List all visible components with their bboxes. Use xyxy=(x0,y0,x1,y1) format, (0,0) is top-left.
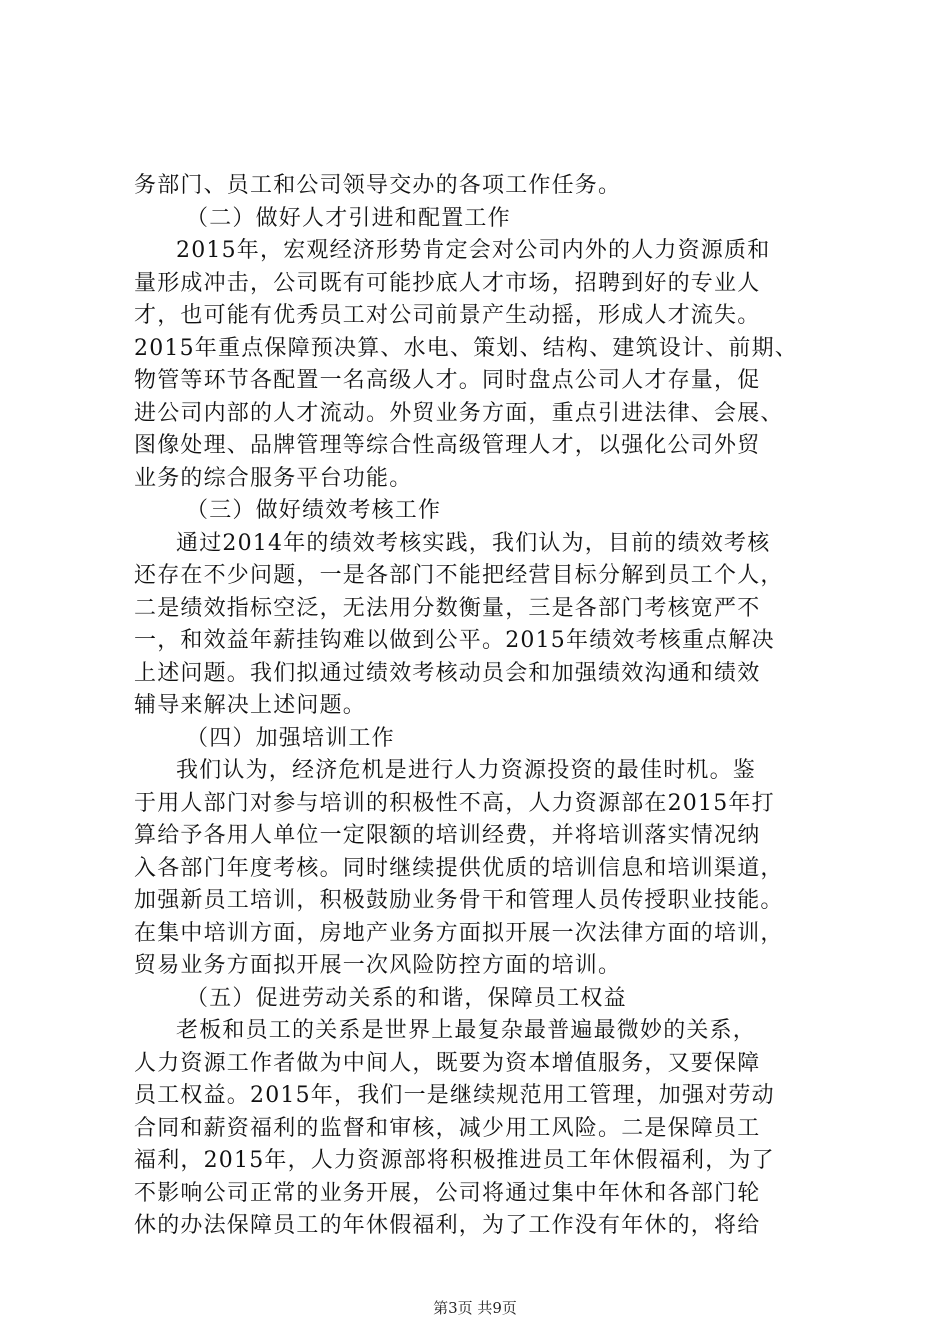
text-line: 图像处理、品牌管理等综合性高级管理人才，以强化公司外贸 xyxy=(134,433,761,458)
text-line: 我们认为，经济危机是进行人力资源投资的最佳时机。鉴 xyxy=(176,758,757,783)
text-line: 量形成冲击，公司既有可能抄底人才市场，招聘到好的专业人 xyxy=(134,270,761,296)
text-line: 还存在不少问题，一是各部门不能把经营目标分解到员工个人， xyxy=(134,563,784,588)
text-line: 进公司内部的人才流动。外贸业务方面，重点引进法律、会展、 xyxy=(134,400,784,426)
text-line: 入各部门年度考核。同时继续提供优质的培训信息和培训渠道， xyxy=(134,855,784,881)
text-line: 休的办法保障员工的年休假福利，为了工作没有年休的，将给 xyxy=(134,1213,761,1238)
page-number-footer: 第3页 共9页 xyxy=(433,1299,517,1317)
text-line: 2015年，宏观经济形势肯定会对公司内外的人力资源质和 xyxy=(176,238,771,263)
text-line: 合同和薪资福利的监督和审核，减少用工风险。二是保障员工 xyxy=(134,1115,761,1141)
text-line: 一，和效益年薪挂钩难以做到公平。2015年绩效考核重点解决 xyxy=(134,628,775,653)
text-line: 员工权益。2015年，我们一是继续规范用工管理，加强对劳动 xyxy=(134,1083,775,1108)
text-line: 物管等环节各配置一名高级人才。同时盘点公司人才存量，促 xyxy=(134,368,761,393)
text-line: 福利，2015年，人力资源部将积极推进员工年休假福利，为了 xyxy=(134,1148,775,1173)
text-line: 辅导来解决上述问题。 xyxy=(134,693,367,718)
text-line: 贸易业务方面拟开展一次风险防控方面的培训。 xyxy=(134,953,622,978)
text-line: 于用人部门对参与培训的积极性不高，人力资源部在2015年打 xyxy=(134,790,775,816)
text-line: 上述问题。我们拟通过绩效考核动员会和加强绩效沟通和绩效 xyxy=(134,660,761,686)
section-heading-3: （三）做好绩效考核工作 xyxy=(186,498,442,523)
text-line: 通过2014年的绩效考核实践，我们认为，目前的绩效考核 xyxy=(176,530,771,556)
text-line: 2015年重点保障预决算、水电、策划、结构、建筑设计、前期、 xyxy=(134,335,798,361)
text-line: 算给予各用人单位一定限额的培训经费，并将培训落实情况纳 xyxy=(134,823,761,848)
text-line: 不影响公司正常的业务开展，公司将通过集中年休和各部门轮 xyxy=(134,1180,761,1206)
text-line: 人力资源工作者做为中间人，既要为资本增值服务，又要保障 xyxy=(134,1050,761,1076)
document-body xyxy=(134,170,824,1243)
text-line: 老板和员工的关系是世界上最复杂最普遍最微妙的关系， xyxy=(176,1018,757,1043)
section-heading-4: （四）加强培训工作 xyxy=(186,725,395,751)
text-line: 二是绩效指标空泛，无法用分数衡量，三是各部门考核宽严不 xyxy=(134,595,761,621)
section-heading-5: （五）促进劳动关系的和谐，保障员工权益 xyxy=(186,985,627,1011)
section-heading-2: （二）做好人才引进和配置工作 xyxy=(186,205,511,231)
text-line: 务部门、员工和公司领导交办的各项工作任务。 xyxy=(134,173,622,198)
text-line: 加强新员工培训，积极鼓励业务骨干和管理人员传授职业技能。 xyxy=(134,888,784,913)
text-line: 业务的综合服务平台功能。 xyxy=(134,465,413,491)
text-line: 在集中培训方面，房地产业务方面拟开展一次法律方面的培训， xyxy=(134,920,784,946)
text-line: 才，也可能有优秀员工对公司前景产生动摇，形成人才流失。 xyxy=(134,303,761,328)
